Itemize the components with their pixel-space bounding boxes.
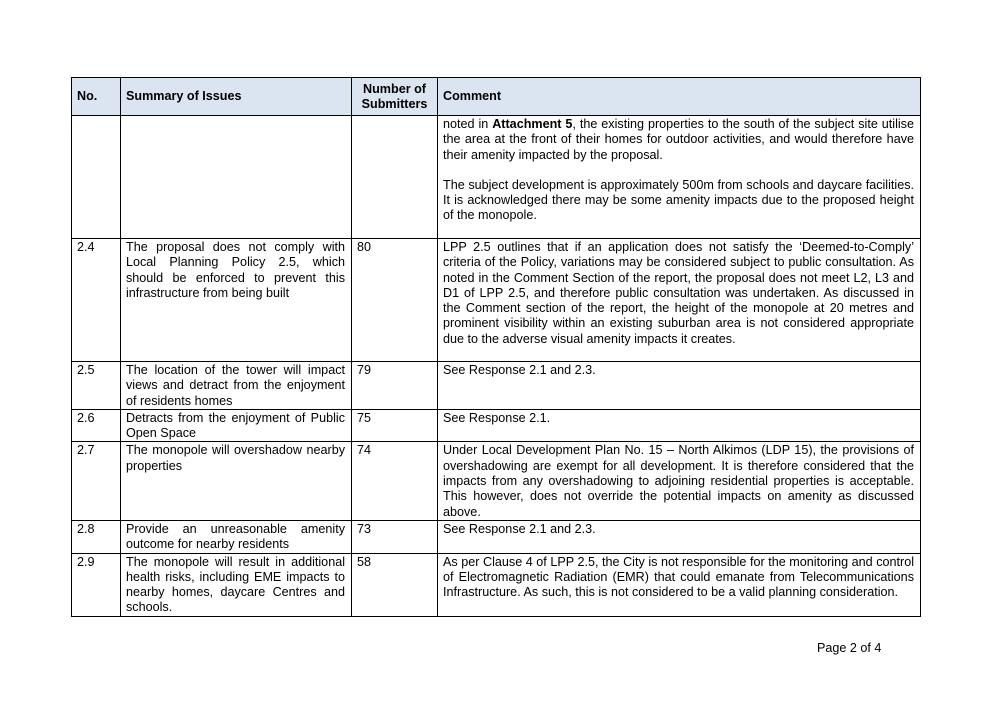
- header-submitters: Number of Submitters: [352, 78, 438, 116]
- cell-no: 2.5: [72, 362, 121, 410]
- cell-no: 2.9: [72, 553, 121, 616]
- table-header-row: [72, 78, 921, 116]
- cell-summary: Detracts from the enjoyment of Public Open Space: [121, 409, 352, 442]
- cell-comment: Under Local Development Plan No. 15 – North Alkimos (LDP 15), the provisions of overshadowing are exempt for all development. It is therefore considered that the impacts from any overshadowing to adjoining residential properties is acceptable. This however, does not override the potential impacts on amenity as discussed above.: [438, 442, 921, 520]
- table-row: [72, 409, 921, 442]
- cell-no: 2.6: [72, 409, 121, 442]
- cell-submitters: [352, 116, 438, 239]
- cell-submitters: 73: [352, 520, 438, 553]
- cell-submitters: 58: [352, 553, 438, 616]
- comment-text: , the existing properties to the south of the subject site utilise the area at the front of their homes for outdoor activities, and would therefore have their amenity impacted by the proposal.: [443, 117, 914, 162]
- comment-text: noted in: [443, 117, 493, 131]
- cell-no: 2.8: [72, 520, 121, 553]
- comment-paragraph: [443, 117, 914, 163]
- submissions-table: [71, 77, 921, 617]
- cell-summary: [121, 116, 352, 239]
- cell-submitters: 74: [352, 442, 438, 520]
- cell-comment: See Response 2.1 and 2.3.: [438, 362, 921, 410]
- cell-comment: See Response 2.1 and 2.3.: [438, 520, 921, 553]
- cell-comment: As per Clause 4 of LPP 2.5, the City is not responsible for the monitoring and control of Electromagnetic Radiation (EMR) that could emanate from Telecommunications Infrastructure. As such, this is not considered to be a valid planning consideration.: [438, 553, 921, 616]
- header-summary: Summary of Issues: [121, 78, 352, 116]
- cell-summary: The monopole will overshadow nearby properties: [121, 442, 352, 520]
- cell-comment: LPP 2.5 outlines that if an application does not satisfy the ‘Deemed-to-Comply’ criteria of the Policy, variations may be considered subject to public consultation. As noted in the Comment Section of the report, the proposal does not meet L2, L3 and D1 of LPP 2.5, and therefore public consultation was undertaken. As discussed in the Comment section of the report, the height of the monopole at 20 metres and prominent visibility within an existing suburban area is not considered appropriate due to the adverse visual amenity impacts it creates.: [438, 239, 921, 362]
- cell-no: 2.7: [72, 442, 121, 520]
- cell-submitters: 75: [352, 409, 438, 442]
- cell-summary: The proposal does not comply with Local Planning Policy 2.5, which should be enforced to prevent this infrastructure from being built: [121, 239, 352, 362]
- cell-summary: Provide an unreasonable amenity outcome for nearby residents: [121, 520, 352, 553]
- comment-paragraph: The subject development is approximately 500m from schools and daycare facilities. It is acknowledged there may be some amenity impacts due to the proposed height of the monopole.: [443, 177, 914, 223]
- cell-summary: The location of the tower will impact views and detract from the enjoyment of residents homes: [121, 362, 352, 410]
- header-comment: Comment: [438, 78, 921, 116]
- table-row-continuation: [72, 116, 921, 239]
- table-row: [72, 520, 921, 553]
- page-number: Page 2 of 4: [817, 641, 882, 655]
- table-row: [72, 553, 921, 616]
- attachment-reference: Attachment 5: [492, 117, 573, 131]
- header-no: No.: [72, 78, 121, 116]
- table-row: [72, 362, 921, 410]
- table-row: [72, 442, 921, 520]
- cell-comment: [438, 116, 921, 239]
- cell-no: 2.4: [72, 239, 121, 362]
- cell-summary: The monopole will result in additional health risks, including EME impacts to nearby homes, daycare Centres and schools.: [121, 553, 352, 616]
- cell-no: [72, 116, 121, 239]
- cell-comment: See Response 2.1.: [438, 409, 921, 442]
- cell-submitters: 80: [352, 239, 438, 362]
- cell-submitters: 79: [352, 362, 438, 410]
- table-row: [72, 239, 921, 362]
